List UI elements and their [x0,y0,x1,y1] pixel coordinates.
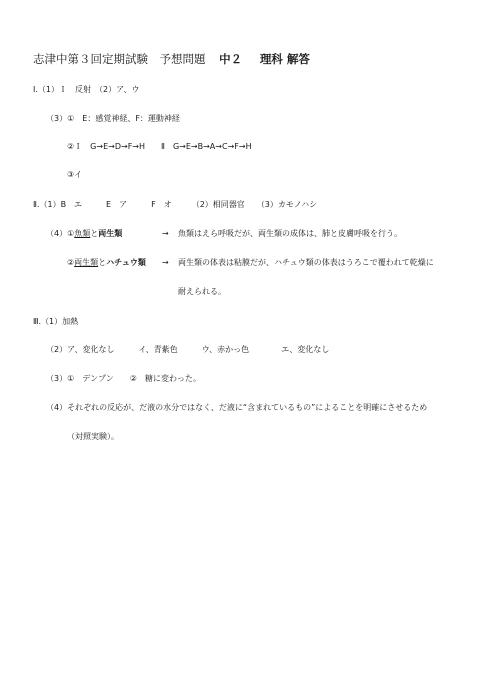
section1-line1: Ⅰ.（1）Ｉ 反射 （2）ア、ウ [33,85,140,94]
section2-q4b-line [67,257,146,268]
q4-and: と [90,229,99,238]
section3-line2: （2）ア、変化なし イ、青紫色 ウ、赤かっ色 エ、変化なし [46,345,330,354]
q4-arrow: → [162,229,169,238]
section3-line4: （4）それぞれの反応が、だ液の水分ではなく、だ液に“含まれているもの”によることを明確にさせるため [46,403,428,412]
section3-line1: Ⅲ.（1）加熱 [33,317,79,326]
title-main: 志津中第３回定期試験 予想問題 [33,52,206,66]
page-title [33,52,310,67]
q4-explanation: 魚類はえら呼吸だが、両生類の成体は、肺と皮膚呼吸を行う。 [178,229,402,238]
q4-term-amphibian: 両生類 [98,229,123,238]
section3-line3: （3）① デンプン ② 糖に変わった。 [46,374,201,383]
q4b-term-amphibian: 両生類 [74,258,99,267]
section2-q4-line [46,228,122,239]
section2-line1: Ⅱ.（1）B エ E ア F オ （2）相同器官 （3）カモノハシ [33,200,318,209]
q4b-explanation: 両生類の体表は粘膜だが、ハチュウ類の体表はうろこで覆われて乾燥に [178,258,434,267]
q4b-explanation-cont: 耐えられる。 [178,287,226,296]
q4b-prefix: ② [67,258,75,267]
q4b-and: と [98,258,107,267]
title-subject: 理科 解答 [259,52,310,66]
section1-line2: （3）① E：感覚神経、F：運動神経 [46,114,180,123]
q4-prefix: （4）① [46,229,75,238]
section1-line4: ③イ [67,170,83,179]
q4b-term-reptile: ハチュウ類 [106,258,146,267]
q4b-arrow: → [162,258,169,267]
title-grade: 中２ [219,52,243,66]
section1-line3: ②Ｉ G→E→D→F→H Ⅱ G→E→B→A→C→F→H [67,142,252,151]
q4-term-fish: 魚類 [74,229,91,238]
section3-line5: （対照実験）。 [67,432,119,441]
